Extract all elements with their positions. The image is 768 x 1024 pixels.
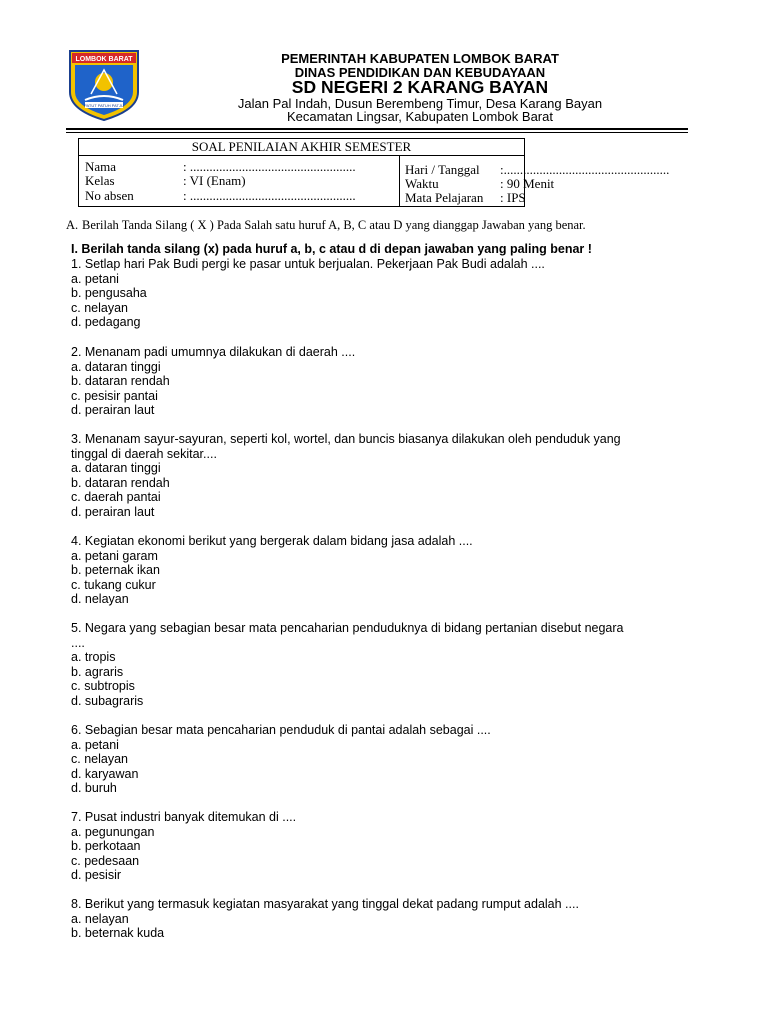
school-district: Kecamatan Lingsar, Kabupaten Lombok Barat: [287, 109, 553, 124]
answer-option[interactable]: c. nelayan: [71, 300, 128, 315]
answer-option[interactable]: a. dataran tinggi: [71, 359, 161, 374]
question-2: [71, 345, 355, 418]
department-line: DINAS PENDIDIKAN DAN KEBUDAYAAN: [294, 65, 546, 80]
field-value[interactable]: : ...................................................: [183, 188, 356, 203]
answer-option[interactable]: c. pesisir pantai: [71, 388, 158, 403]
field-label: Mata Pelajaran: [405, 190, 484, 205]
answer-option[interactable]: d. perairan laut: [71, 504, 155, 519]
question-5: [71, 621, 624, 709]
question-1: [71, 257, 545, 330]
answer-option[interactable]: d. pedagang: [71, 315, 141, 330]
answer-option[interactable]: d. perairan laut: [71, 403, 155, 418]
student-identity-box: [78, 138, 670, 207]
exam-title: SOAL PENILAIAN AKHIR SEMESTER: [79, 139, 524, 156]
question-text: 7. Pusat industri banyak ditemukan di ....: [71, 810, 297, 824]
answer-option[interactable]: d. nelayan: [71, 592, 129, 607]
answer-option[interactable]: d. karyawan: [71, 766, 139, 781]
question-text: 8. Berikut yang termasuk kegiatan masyarakat yang tinggal dekat padang rumput adalah ....: [71, 897, 579, 911]
answer-option[interactable]: c. pedesaan: [71, 853, 140, 868]
answer-option[interactable]: d. subagraris: [71, 693, 144, 708]
answer-option[interactable]: b. pengusaha: [71, 286, 147, 301]
question-text: 4. Kegiatan ekonomi berikut yang bergerak dalam bidang jasa adalah ....: [71, 534, 473, 548]
field-label: Kelas: [85, 173, 115, 188]
question-8: [71, 897, 579, 941]
answer-option[interactable]: a. dataran tinggi: [71, 461, 161, 476]
instruction-letter: A.: [66, 218, 79, 232]
field-value: : IPS: [500, 190, 526, 205]
answer-option[interactable]: d. buruh: [71, 781, 117, 796]
answer-option[interactable]: a. tropis: [71, 650, 116, 665]
answer-option[interactable]: a. pegunungan: [71, 824, 155, 839]
section-i-instruction: I. Berilah tanda silang (x) pada huruf a, b, c atau d di depan jawaban yang paling benar !: [71, 242, 592, 256]
field-value[interactable]: :...................................................: [500, 162, 670, 177]
answer-option[interactable]: b. perkotaan: [71, 839, 141, 854]
school-name: SD NEGERI 2 KARANG BAYAN: [291, 77, 549, 97]
field-value: : VI (Enam): [183, 173, 246, 188]
instruction-a: [66, 218, 586, 233]
question-3: [71, 432, 621, 520]
question-text: 3. Menanam sayur-sayuran, seperti kol, wortel, dan buncis biasanya dilakukan oleh penduduk yang: [71, 432, 621, 446]
answer-option[interactable]: b. peternak ikan: [71, 563, 160, 578]
identity-right-column: [400, 156, 670, 206]
lombok-barat-logo: [67, 48, 141, 122]
letterhead-rule-thick: [66, 128, 688, 130]
question-text-continued: tinggal di daerah sekitar....: [71, 446, 217, 461]
answer-option[interactable]: b. dataran rendah: [71, 475, 170, 490]
answer-option[interactable]: c. nelayan: [71, 752, 128, 767]
letterhead-rule-thin: [66, 132, 688, 133]
government-line: PEMERINTAH KABUPATEN LOMBOK BARAT: [281, 51, 559, 66]
svg-text:LOMBOK BARAT: LOMBOK BARAT: [75, 55, 133, 63]
field-label: Nama: [85, 159, 117, 174]
question-6: [71, 723, 491, 796]
question-text: 1. Setlap hari Pak Budi pergi ke pasar untuk berjualan. Pekerjaan Pak Budi adalah ....: [71, 257, 545, 271]
question-text: 5. Negara yang sebagian besar mata pencaharian penduduknya di bidang pertanian disebut negara: [71, 621, 624, 635]
answer-option[interactable]: b. beternak kuda: [71, 926, 165, 941]
answer-option[interactable]: d. pesisir: [71, 868, 122, 883]
question-text-continued: ....: [71, 635, 85, 650]
instruction-text: Berilah Tanda Silang ( X ) Pada Salah satu huruf A, B, C atau D yang dianggap Jawaban yang benar.: [82, 218, 586, 232]
question-text: 6. Sebagian besar mata pencaharian penduduk di pantai adalah sebagai ....: [71, 723, 491, 737]
svg-text:PATUT PATUH PATJU: PATUT PATUH PATJU: [84, 102, 124, 108]
identity-left-column: [79, 156, 400, 206]
question-7: [71, 810, 296, 883]
field-value[interactable]: : ...................................................: [183, 159, 356, 174]
answer-option[interactable]: a. nelayan: [71, 911, 129, 926]
field-label: No absen: [85, 188, 134, 203]
answer-option[interactable]: c. daerah pantai: [71, 490, 161, 505]
answer-option[interactable]: b. dataran rendah: [71, 374, 170, 389]
answer-option[interactable]: a. petani: [71, 737, 119, 752]
field-label: Waktu: [405, 176, 439, 191]
answer-option[interactable]: b. agraris: [71, 664, 124, 679]
question-text: 2. Menanam padi umumnya dilakukan di daerah ....: [71, 345, 356, 359]
answer-option[interactable]: c. subtropis: [71, 679, 135, 694]
answer-option[interactable]: a. petani: [71, 271, 119, 286]
field-value: : 90 Menit: [500, 176, 555, 191]
answer-option[interactable]: a. petani garam: [71, 548, 158, 563]
question-4: [71, 534, 473, 607]
answer-option[interactable]: c. tukang cukur: [71, 577, 156, 592]
field-label: Hari / Tanggal: [405, 162, 480, 177]
school-address: Jalan Pal Indah, Dusun Berembeng Timur, Desa Karang Bayan: [237, 96, 603, 111]
